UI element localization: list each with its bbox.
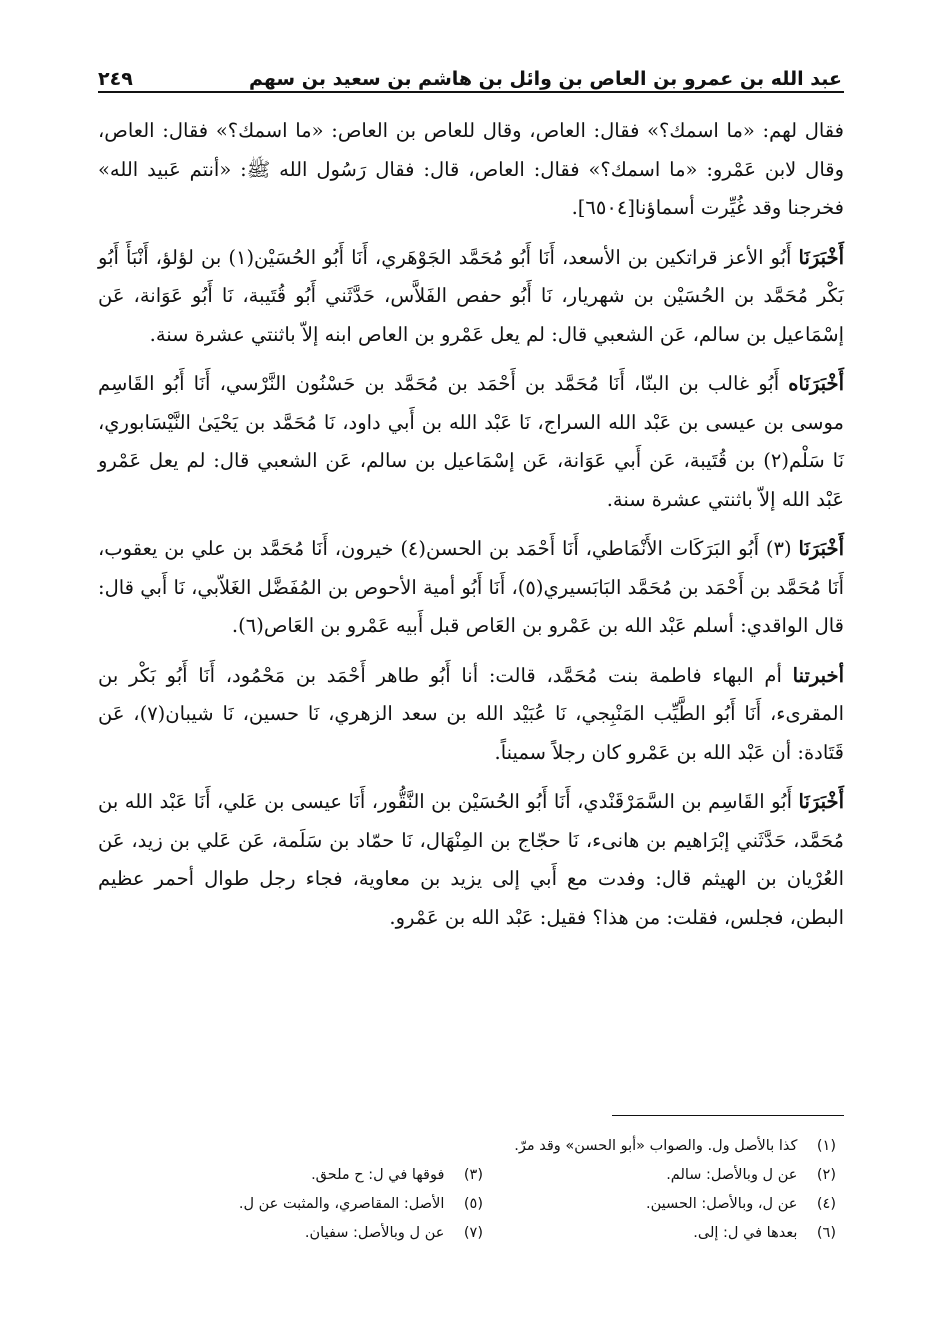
paragraph (98, 112, 844, 228)
header-title: عبد الله بن عمرو بن العاص بن وائل بن هاشم بن سعيد بن سهم (248, 68, 842, 90)
footnote (130, 1219, 483, 1248)
footnote-number: (١) (816, 1138, 836, 1154)
paragraph (98, 657, 844, 773)
footnote (483, 1219, 836, 1248)
paragraph (98, 365, 844, 519)
footnote-row (130, 1190, 836, 1219)
footnote-number: (٣) (463, 1167, 483, 1183)
paragraph-text: فقال لهم: «ما اسمك؟» فقال: العاص، وقال للعاص بن العاص: «ما اسمك؟» فقال: العاص، وقال لابن عَمْرو: «ما اسمك؟» فقال: العاص، قال: فقال رَسُول الله ﷺ: «أنتم عَبيد الله» فخرجنا وقد غُيِّرت أسماؤنا[٦٥٠٤]. (98, 119, 844, 219)
paragraph-text: (٣) أَبُو البَرَكَات الأَنْمَاطي، أَنَا أَحْمَد بن الحسن(٤) خيرون، أَنَا مُحَمَّد بن علي بن يعقوب، أَنَا مُحَمَّد بن أَحْمَد بن مُحَمَّد البَابَسيري(٥)، أَنَا أَبُو أمية الأحوص بن المُفَضَّل الغَلاّبي، نَا أَبي قال: قال الواقدي: أسلم عَبْد الله بن عَمْرو بن العَاص قبل أَبيه عَمْرو بن العَاص(٦). (98, 537, 844, 637)
page-number: ٢٤٩ (98, 68, 133, 90)
footnote (483, 1190, 836, 1219)
paragraph-lead: أَخْبَرَنَا (798, 790, 844, 813)
footnote-row (130, 1132, 836, 1161)
footnote-number: (٦) (816, 1225, 836, 1241)
footnote-text: عن ل، وبالأصل: الحسين. (645, 1196, 798, 1212)
footnote-number: (٥) (463, 1196, 483, 1212)
paragraph (98, 783, 844, 937)
paragraph-text: أم البهاء فاطمة بنت مُحَمَّد، قالت: أنا أَبُو طاهر أَحْمَد بن مَحْمُود، أَنَا أَبُو بَكْر بن المقرىء، أَنَا أَبُو الطَّيِّب المَنْبِجي، نَا عُبَيْد الله بن سعد الزهري، نَا حسين، نَا شيبان(٧)، عَن قَتَادة: أن عَبْد الله بن عَمْرو كان رجلاً سميناً. (98, 663, 844, 764)
paragraph-lead: أخبرتنا (792, 663, 844, 687)
header-rule (98, 91, 844, 93)
footnote-row (130, 1219, 836, 1248)
footnote (130, 1161, 483, 1190)
running-header (98, 50, 842, 90)
paragraph-text: أَبُو الأعز قراتكين بن الأسعد، أَنَا أَبُو مُحَمَّد الجَوْهَري، أَنَا أَبُو الحُسَيْن(١) بن لؤلؤ، أَنْبَأَ أَبُو بَكْر مُحَمَّد بن الحُسَيْن بن شهريار، نَا أَبُو حفص الفَلاَّس، حَدَّثَني أَبُو قُتَيبة، نَا أَبُو عَوَانة، عَن إسْمَاعيل بن سالم، عَن الشعبي قال: لم يعل عَمْرو بن العاص ابنه إلاّ باثنتي عشرة سنة. (98, 245, 844, 346)
footnote-text: فوقها في ل: ح ملحق. (311, 1167, 445, 1183)
footnote-text: عن ل وبالأصل: سالم. (666, 1167, 798, 1183)
paragraph (98, 239, 844, 355)
paragraph (98, 530, 844, 646)
main-text (98, 112, 844, 948)
footnote-number: (٢) (816, 1167, 836, 1183)
footnotes (130, 1132, 836, 1248)
footnote (130, 1190, 483, 1219)
footnote-text: عن ل وبالأصل: سفيان. (304, 1225, 445, 1241)
paragraph-lead: أَخْبَرَنَا (798, 537, 844, 560)
footnote-text: كذا بالأصل ول. والصواب «أبو الحسن» وقد مرّ. (514, 1138, 798, 1154)
footnote (483, 1161, 836, 1190)
footnote-text: الأصل: المقاصري، والمثبت عن ل. (238, 1196, 445, 1212)
footnote-text: بعدها في ل: إلى. (693, 1225, 798, 1241)
footnote-number: (٤) (816, 1196, 836, 1212)
paragraph-lead: أَخْبَرَنَاه (788, 372, 844, 395)
footnote-number: (٧) (463, 1225, 483, 1241)
paragraph-lead: أَخْبَرَنَا (798, 245, 844, 269)
footnote-rule (612, 1115, 844, 1116)
footnote-row (130, 1161, 836, 1190)
footnote (130, 1132, 836, 1161)
paragraph-text: أَبُو القَاسِم بن السَّمَرْقَنْدي، أَنَا أَبُو الحُسَيْن بن النَّقُّور، أَنَا عيسى بن عَلي، أَنَا عَبْد الله بن مُحَمَّد، حَدَّثَني إبْرَاهيم بن هانىء، نَا حجّاج بن المِنْهَال، نَا حمّاد بن سَلَمة، عَن عَلي بن زيد، عَن العُرْيان بن الهيثم قال: وفدت مع أَبي إلى يزيد بن معاوية، فجاء رجل طوال أحمر عظيم البطن، فجلس، فقلت: من هذا؟ فقيل: عَبْد الله بن عَمْرو. (98, 790, 844, 929)
paragraph-text: أَبُو غالب بن البنّا، أَنَا مُحَمَّد بن أَحْمَد بن مُحَمَّد بن حَسْنُون النَّرْسي، أَنَا أَبُو القَاسِم موسى بن عيسى بن عَبْد الله السراج، نَا عَبْد الله بن أَبي داود، نَا مُحَمَّد بن يَحْيَىٰ النَّيْسَابوري، نَا سَلْم(٢) بن قُتَيبة، عَن أَبي عَوَانة، عَن إسْمَاعيل بن سالم، عَن الشعبي قال: لم يعل عَمْرو عَبْد الله إلاّ باثنتي عشرة سنة. (98, 372, 844, 511)
